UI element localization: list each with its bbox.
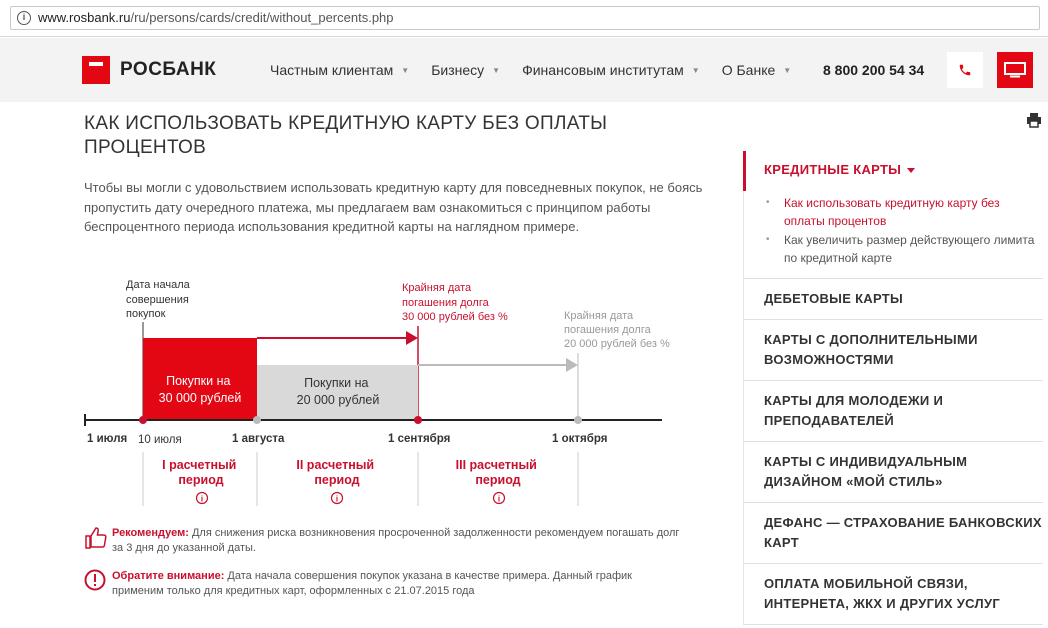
monitor-button[interactable]: [997, 52, 1033, 88]
phone-icon: [958, 63, 972, 77]
chevron-down-icon: ▼: [783, 65, 792, 75]
point-1-august: [253, 416, 261, 424]
info-icon[interactable]: i: [17, 11, 31, 25]
browser-address-bar: [0, 0, 1048, 37]
svg-text:i: i: [335, 494, 339, 504]
nav-item-business[interactable]: [431, 62, 500, 78]
date-1-july: 1 июля: [87, 433, 128, 445]
warning-icon: [84, 569, 106, 596]
svg-text:i: i: [200, 494, 204, 504]
logo-mark-icon: [82, 56, 110, 84]
triangle-down-icon: [907, 168, 915, 173]
nav-label: Финансовым институтам: [522, 62, 684, 78]
period-1-label: I расчетный период: [162, 458, 237, 487]
date-1-august: 1 августа: [232, 433, 285, 445]
attention-note: [84, 569, 684, 599]
point-1-october: [574, 416, 582, 424]
page-title: КАК ИСПОЛЬЗОВАТЬ КРЕДИТНУЮ КАРТУ БЕЗ ОПЛАТЫ ПРОЦЕНТОВ: [84, 113, 608, 158]
date-10-july: 10 июля: [138, 434, 182, 446]
grace-period-timeline: [80, 272, 700, 512]
sidebar-item-credit-cards[interactable]: [743, 151, 1043, 191]
start-date-label: Дата начала совершения покупок: [126, 279, 190, 320]
logo-text: РОСБАНК: [120, 59, 217, 80]
sidebar-item-debit-cards[interactable]: ДЕБЕТОВЫЕ КАРТЫ: [743, 279, 1043, 320]
printer-icon: [1026, 112, 1042, 128]
thumbs-up-icon: [84, 526, 108, 555]
deadline-red-label: Крайняя дата погашения долга 30 000 рублей без %: [402, 282, 508, 323]
nav-label: О Банке: [721, 62, 776, 78]
submenu-item-increase-limit[interactable]: • Как увеличить размер действующего лимита по кредитной карте: [784, 231, 1043, 267]
sidebar: [743, 151, 1043, 625]
purchase-box-grey-text: Покупки на 20 000 рублей: [296, 376, 380, 407]
nav-label: Бизнесу: [431, 62, 485, 78]
phone-number[interactable]: 8 800 200 54 34: [823, 62, 925, 78]
point-10-july: [139, 416, 147, 424]
sidebar-submenu: [743, 191, 1043, 279]
url-host: www.rosbank.ru: [38, 10, 131, 25]
sidebar-item-payments[interactable]: ОПЛАТА МОБИЛЬНОЙ СВЯЗИ, ИНТЕРНЕТА, ЖКХ И ДРУГИХ УСЛУГ: [743, 564, 1043, 625]
url-field[interactable]: [10, 6, 1040, 30]
logo[interactable]: [82, 56, 216, 84]
red-arrow-head: [406, 331, 418, 345]
chevron-down-icon: ▼: [691, 65, 700, 75]
point-1-september: [414, 416, 422, 424]
sidebar-item-label: КРЕДИТНЫЕ КАРТЫ: [764, 162, 902, 177]
chevron-down-icon: ▼: [401, 65, 410, 75]
attention-text: [112, 569, 684, 599]
recommend-body: Для снижения риска возникновения просроченной задолженности рекомендуем погашать долг за 3 дня до указанной даты.: [112, 527, 680, 554]
recommend-note: [84, 526, 684, 556]
date-1-september: 1 сентября: [388, 433, 451, 445]
grey-arrow-head: [566, 358, 578, 372]
sidebar-item-defans[interactable]: ДЕФАНС — СТРАХОВАНИЕ БАНКОВСКИХ КАРТ: [743, 503, 1043, 564]
attention-body: Дата начала совершения покупок указана в качестве примера. Данный график применим только для кредитных карт, оформленных с 21.07.2015 года: [112, 570, 632, 597]
timeline-graphic: [80, 272, 700, 512]
deadline-grey-label: Крайняя дата погашения долга 20 000 рублей без %: [564, 310, 670, 350]
sidebar-item-extra-cards[interactable]: КАРТЫ С ДОПОЛНИТЕЛЬНЫМИ ВОЗМОЖНОСТЯМИ: [743, 320, 1043, 381]
nav-label: Частным клиентам: [270, 62, 394, 78]
period-3-info-icon[interactable]: [494, 493, 505, 504]
period-3-label: III расчетный период: [455, 458, 537, 487]
submenu-item-no-interest[interactable]: • Как использовать кредитную карту без оплаты процентов: [784, 194, 1043, 230]
attention-label: Обратите внимание:: [112, 570, 225, 582]
chevron-down-icon: ▼: [492, 65, 501, 75]
call-button[interactable]: [947, 52, 983, 88]
nav-item-private[interactable]: [270, 62, 409, 78]
intro-text: Чтобы вы могли с удовольствием использовать кредитную карту для повседневных покупок, не боясь пропустить дату очередного платежа, мы предлагаем вам ознакомиться с принципом работы беспроцентного периода использования кредитной карты на наглядном примере.: [84, 180, 703, 234]
sidebar-item-youth-cards[interactable]: КАРТЫ ДЛЯ МОЛОДЕЖИ И ПРЕПОДАВАТЕЛЕЙ: [743, 381, 1043, 442]
purchase-box-red-text: Покупки на 30 000 рублей: [158, 374, 242, 405]
nav-item-financial[interactable]: [522, 62, 700, 78]
nav-item-about[interactable]: [722, 62, 791, 78]
period-2-info-icon[interactable]: [332, 493, 343, 504]
recommend-label: Рекомендуем:: [112, 527, 189, 539]
sidebar-item-my-style[interactable]: КАРТЫ С ИНДИВИДУАЛЬНЫМ ДИЗАЙНОМ «МОЙ СТИЛЬ»: [743, 442, 1043, 503]
period-1-info-icon[interactable]: [197, 493, 208, 504]
monitor-icon: [1004, 62, 1026, 78]
url-text: [38, 10, 394, 25]
main-nav: [270, 62, 813, 78]
print-icon[interactable]: [1026, 112, 1042, 133]
svg-text:i: i: [497, 494, 501, 504]
site-header: [0, 38, 1048, 102]
period-2-label: II расчетный период: [296, 458, 375, 487]
date-1-october: 1 октября: [552, 433, 608, 445]
recommend-text: [112, 526, 684, 556]
url-path: /ru/persons/cards/credit/without_percents.php: [130, 10, 394, 25]
